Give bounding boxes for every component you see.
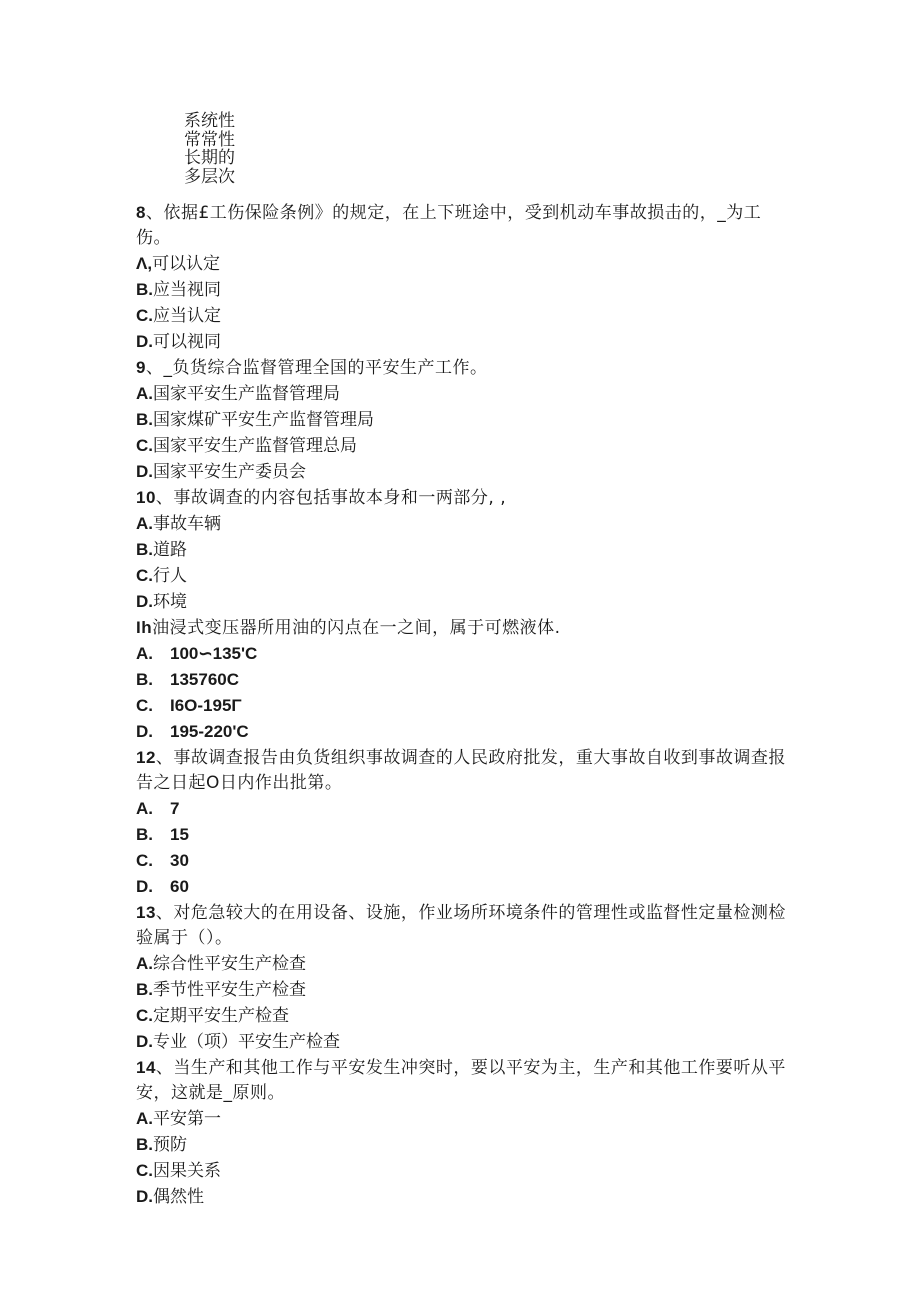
answer-option — [136, 251, 796, 277]
question-text: 、依据£工伤保险条例》的规定，在上下班途中，受到机动车事故损击的，_为工伤。 — [136, 203, 762, 248]
fragment-option: 系统性 — [184, 111, 235, 131]
option-letter: D. — [136, 1032, 153, 1051]
question-block — [136, 355, 796, 485]
question-stem — [136, 615, 796, 641]
fragment-option: 常常性 — [184, 129, 235, 150]
answer-option — [136, 796, 796, 822]
option-letter: A. — [136, 644, 153, 663]
option-letter: A. — [136, 954, 153, 973]
option-letter: A. — [136, 1109, 153, 1128]
option-letter: D. — [136, 462, 153, 481]
question-stem — [136, 745, 796, 796]
question-text: 、_负货综合监督管理全国的平安生产工作。 — [145, 358, 488, 378]
question-block — [136, 485, 796, 615]
previous-question-options — [184, 112, 235, 186]
option-letter: B. — [136, 280, 153, 299]
option-letter: B. — [136, 980, 153, 999]
option-text: I6O-195Γ — [170, 696, 242, 715]
question-text: 、事故调查的内容包括事故本身和一两部分, , — [155, 488, 507, 508]
fragment-option: 长期的 — [184, 148, 235, 168]
question-stem — [136, 1055, 796, 1106]
question-block — [136, 745, 796, 900]
question-text: 、事故调查报告由负货组织事故调查的人民政府批发，重大事故自收到事故调查报告之日起O日内作出批第。 — [136, 748, 786, 793]
answer-option — [136, 641, 796, 667]
option-text: 135760C — [170, 670, 240, 689]
answer-option — [136, 848, 796, 874]
question-number: 12 — [136, 748, 156, 767]
question-text: 、当生产和其他工作与平安发生冲突时，要以平安为主，生产和其他工作要听从平安，这就是_原则。 — [136, 1058, 786, 1103]
option-letter: B. — [136, 670, 153, 689]
option-letter: D. — [136, 332, 153, 351]
option-text: 7 — [170, 799, 180, 818]
answer-option — [136, 433, 796, 459]
option-letter: C. — [136, 1006, 153, 1025]
option-letter: D. — [136, 592, 153, 611]
option-letter: D. — [136, 1187, 153, 1206]
question-number: 10 — [136, 488, 156, 507]
option-text: 偶然性 — [153, 1187, 204, 1207]
option-letter: A. — [136, 799, 153, 818]
option-letter: B. — [136, 540, 153, 559]
question-number: 8 — [136, 203, 146, 222]
option-text: 预防 — [153, 1135, 187, 1155]
question-number: 13 — [136, 903, 156, 922]
option-text: 可以视同 — [153, 332, 221, 352]
question-stem — [136, 485, 796, 511]
answer-option — [136, 329, 796, 355]
question-block — [136, 615, 796, 745]
option-text: 15 — [170, 825, 189, 844]
answer-option — [136, 667, 796, 693]
answer-option — [136, 719, 796, 745]
option-letter: C. — [136, 436, 153, 455]
question-stem — [136, 200, 796, 251]
option-letter: C. — [136, 566, 153, 585]
option-text: 专业（项）平安生产检查 — [153, 1032, 340, 1052]
option-text: 60 — [170, 877, 189, 896]
option-text: 100∽135'C — [170, 644, 258, 663]
answer-option — [136, 589, 796, 615]
question-block — [136, 200, 796, 355]
option-letter: Λ, — [136, 254, 153, 273]
question-text: 、对危急较大的在用设备、设施，作业场所环境条件的管理性或监督性定量检测检验属于（）。 — [136, 903, 786, 948]
question-block — [136, 900, 796, 1055]
question-text: 油浸式变压器所用油的闪点在一之间，属于可燃液体. — [152, 618, 561, 638]
answer-option — [136, 693, 796, 719]
answer-option — [136, 1029, 796, 1055]
option-text: 综合性平安生产检查 — [153, 954, 306, 974]
answer-option — [136, 977, 796, 1003]
option-text: 应当认定 — [153, 306, 221, 326]
option-letter: C. — [136, 306, 153, 325]
option-text: 国家煤矿平安生产监督管理局 — [153, 410, 374, 430]
answer-option — [136, 1132, 796, 1158]
option-text: 195-220'C — [170, 722, 249, 741]
option-text: 平安第一 — [153, 1109, 221, 1129]
answer-option — [136, 537, 796, 563]
answer-option — [136, 1184, 796, 1210]
option-letter: B. — [136, 1135, 153, 1154]
answer-option — [136, 459, 796, 485]
option-text: 行人 — [153, 566, 187, 586]
option-text: 国家平安生产监督管理总局 — [153, 436, 357, 456]
option-letter: A. — [136, 514, 153, 533]
option-text: 国家平安生产委员会 — [153, 462, 306, 482]
answer-option — [136, 1158, 796, 1184]
option-letter: D. — [136, 722, 153, 741]
question-stem — [136, 355, 796, 381]
option-letter: B. — [136, 410, 153, 429]
option-text: 季节性平安生产检查 — [153, 980, 306, 1000]
option-letter: C. — [136, 696, 153, 715]
answer-option — [136, 407, 796, 433]
option-text: 道路 — [153, 540, 187, 560]
fragment-option: 多层次 — [184, 166, 235, 187]
option-text: 30 — [170, 851, 189, 870]
question-list — [136, 200, 796, 1210]
answer-option — [136, 1106, 796, 1132]
answer-option — [136, 563, 796, 589]
question-number: 9 — [136, 358, 146, 377]
answer-option — [136, 822, 796, 848]
option-text: 定期平安生产检查 — [153, 1006, 289, 1026]
option-letter: A. — [136, 384, 153, 403]
option-text: 因果关系 — [153, 1161, 221, 1181]
answer-option — [136, 951, 796, 977]
option-letter: C. — [136, 851, 153, 870]
answer-option — [136, 277, 796, 303]
option-text: 应当视同 — [153, 280, 221, 300]
option-text: 国家平安生产监督管理局 — [153, 384, 340, 404]
answer-option — [136, 874, 796, 900]
answer-option — [136, 511, 796, 537]
question-stem — [136, 900, 796, 951]
option-text: 可以认定 — [152, 254, 221, 274]
question-number: Ih — [136, 618, 153, 637]
option-letter: D. — [136, 877, 153, 896]
answer-option — [136, 1003, 796, 1029]
option-letter: B. — [136, 825, 153, 844]
answer-option — [136, 381, 796, 407]
option-text: 环境 — [153, 592, 187, 612]
option-letter: C. — [136, 1161, 153, 1180]
option-text: 事故车辆 — [153, 514, 221, 534]
answer-option — [136, 303, 796, 329]
question-number: 14 — [136, 1058, 156, 1077]
question-block — [136, 1055, 796, 1210]
